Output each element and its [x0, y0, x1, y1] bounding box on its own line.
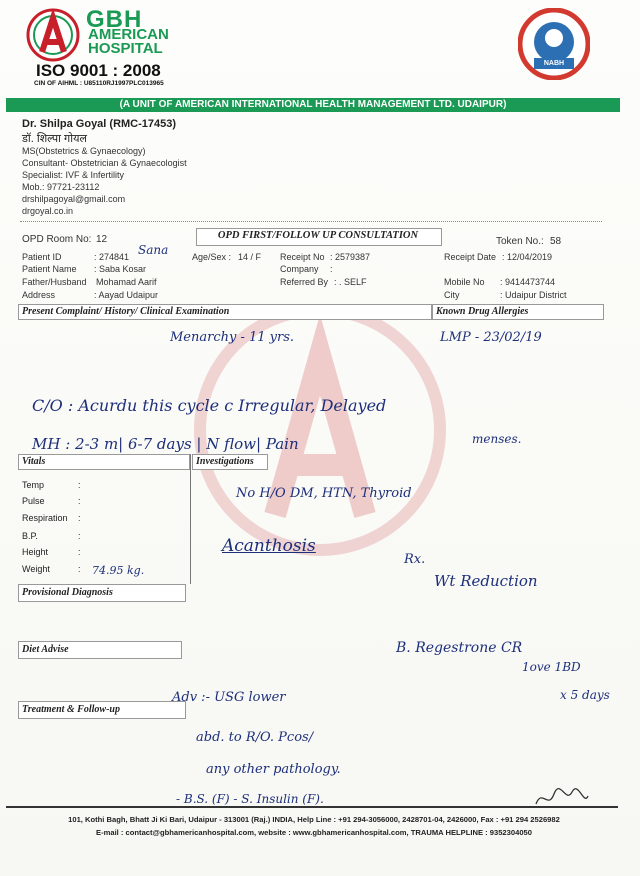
receipt-date-value: : 12/04/2019 — [502, 252, 553, 262]
doctor-email: drshilpagoyal@gmail.com — [22, 194, 126, 204]
vital-bp-value: : — [78, 531, 81, 541]
agesex-value: 14 / F — [238, 252, 262, 262]
provisional-header: Provisional Diagnosis — [22, 587, 113, 598]
father-label: Father/Husband — [22, 277, 87, 287]
logo-line2: AMERICAN — [88, 26, 169, 43]
city-label: City — [444, 290, 460, 300]
vital-weight-label: Weight — [22, 564, 50, 574]
vital-temp-label: Temp — [22, 480, 45, 490]
nabh-logo-icon — [518, 8, 590, 80]
doctor-website: drgoyal.co.in — [22, 206, 74, 216]
consult-title: OPD FIRST/FOLLOW UP CONSULTATION — [217, 230, 419, 241]
hw-regestrone: B. Regestrone CR — [396, 640, 523, 656]
company-label: Company — [280, 264, 319, 274]
vital-respiration-value: : — [78, 513, 81, 523]
hw-menarche: Menarchy - 11 yrs. — [170, 330, 295, 345]
address-value: : Aayad Udaipur — [94, 290, 159, 300]
token-label: Token No.: — [496, 236, 544, 247]
hw-menstrual-history: MH : 2-3 m| 6-7 days | N flow| Pain — [32, 435, 299, 453]
mobile-label: Mobile No — [444, 277, 485, 287]
receipt-label: Receipt No — [280, 252, 325, 262]
footer-divider — [6, 806, 618, 808]
opd-room-label: OPD Room No: — [22, 234, 92, 245]
vital-pulse-value: : — [78, 496, 81, 506]
receipt-value: : 2579387 — [330, 252, 371, 262]
address-label: Address — [22, 290, 56, 300]
hw-menses: menses. — [472, 432, 522, 446]
hw-weight: 74.95 kg. — [92, 564, 145, 577]
hw-advice: Adv :- USG lower — [172, 690, 286, 705]
treatment-header: Treatment & Follow-up — [22, 704, 120, 715]
divider — [20, 221, 602, 222]
opd-room-value: 12 — [96, 234, 108, 245]
footer-contact: E-mail : contact@gbhamericanhospital.com, website : www.gbhamericanhospital.com, TRAUMA HELPLINE : 9352304050 — [96, 828, 532, 837]
nabh-text: NABH — [543, 60, 565, 67]
father-value: Mohamad Aarif — [96, 277, 157, 287]
patient-id-label: Patient ID — [22, 252, 62, 262]
hw-sana: Sana — [138, 243, 169, 257]
token-value: 58 — [550, 236, 562, 247]
doctor-mobile: Mob.: 97721-23112 — [22, 182, 100, 192]
receipt-date-label: Receipt Date — [444, 252, 497, 262]
hw-abd: abd. to R/O. Pcos/ — [196, 730, 314, 745]
vital-respiration-label: Respiration — [22, 513, 68, 523]
doctor-name-hindi: डॉ. शिल्पा गोयल — [22, 133, 87, 145]
patient-id-value: : 274841 — [94, 252, 130, 262]
agesex-label: Age/Sex : — [192, 252, 232, 262]
hw-no-history: No H/O DM, HTN, Thyroid — [236, 486, 412, 501]
vital-weight-value: : — [78, 564, 81, 574]
vitals-header: Vitals — [22, 456, 46, 467]
diet-header: Diet Advise — [22, 644, 69, 655]
mobile-value: : 9414473744 — [500, 277, 556, 287]
patient-name-value: : Saba Kosar — [94, 264, 147, 274]
company-value: : — [330, 264, 333, 274]
doctor-consultant: Consultant- Obstetrician & Gynaecologist — [22, 158, 187, 168]
patient-name-label: Patient Name — [22, 264, 77, 274]
hw-investigations: - B.S. (F) - S. Insulin (F). — [176, 792, 324, 806]
referred-value: : . SELF — [334, 277, 367, 287]
gbh-logo-icon — [26, 6, 80, 64]
vital-pulse-label: Pulse — [22, 496, 45, 506]
referred-label: Referred By — [280, 277, 329, 287]
hospital-banner: (A UNIT OF AMERICAN INTERNATIONAL HEALTH MANAGEMENT LTD. UDAIPUR) — [6, 98, 620, 112]
column-divider — [190, 454, 191, 584]
allergies-header: Known Drug Allergies — [436, 306, 529, 317]
doctor-name: Dr. Shilpa Goyal (RMC-17453) — [22, 118, 177, 130]
hw-regestrone-dose: 1ove 1BD — [522, 660, 581, 674]
footer-address: 101, Kothi Bagh, Bhatt Ji Ki Bari, Udaipur - 313001 (Raj.) INDIA, Help Line : +91 294-3056000, 2428701-04, 2426000, Fax : +91 294 2526982 — [68, 815, 560, 824]
hw-lmp: LMP - 23/02/19 — [440, 330, 542, 345]
iso-cert: ISO 9001 : 2008 — [36, 61, 161, 80]
doctor-qualification: MS(Obstetrics & Gynaecology) — [22, 146, 146, 156]
doctor-specialist: Specialist: IVF & Infertility — [22, 170, 125, 180]
vital-height-value: : — [78, 547, 81, 557]
vital-bp-label: B.P. — [22, 531, 38, 541]
hw-rx: Rx. — [404, 552, 426, 567]
logo-line3: HOSPITAL — [88, 40, 163, 57]
investigations-header: Investigations — [196, 456, 254, 467]
vital-height-label: Height — [22, 547, 49, 557]
hw-wt-reduction: Wt Reduction — [434, 572, 538, 590]
cin-number: CIN OF AIHML : U85110RJ1997PLC013965 — [34, 80, 164, 87]
hw-acanthosis: Acanthosis — [222, 536, 316, 556]
hw-pathology: any other pathology. — [206, 762, 341, 777]
hw-complaint: C/O : Acurdu this cycle c Irregular, Delayed — [32, 396, 387, 415]
logo-name: GBH — [86, 6, 143, 33]
vital-temp-value: : — [78, 480, 81, 490]
city-value: : Udaipur District — [500, 290, 567, 300]
hw-regestrone-days: x 5 days — [560, 688, 610, 702]
complaint-header: Present Complaint/ History/ Clinical Examination — [22, 306, 230, 317]
